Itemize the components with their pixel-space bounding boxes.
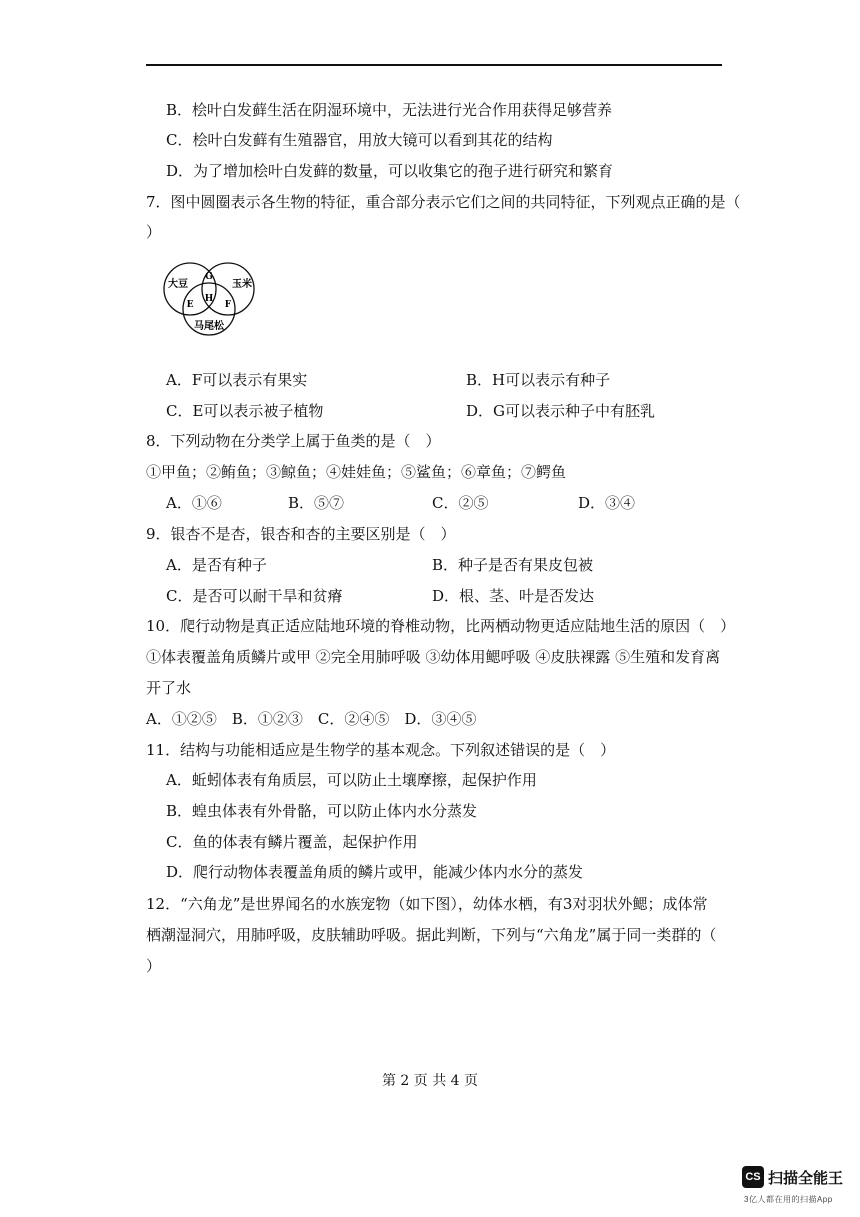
header-rule	[146, 64, 722, 66]
venn-label-e: E	[186, 300, 194, 310]
venn-label-f: F	[224, 300, 232, 310]
q7-option-c: C．E可以表示被子植物	[166, 402, 324, 420]
q12-stem-1: 12．“六角龙”是世界闻名的水族宠物（如下图），幼体水栖，有3对羽状外鳃；成体常	[146, 895, 708, 913]
q8-stem: 8．下列动物在分类学上属于鱼类的是（ ）	[146, 432, 441, 450]
q10-stem: 10．爬行动物是真正适应陆地环境的脊椎动物，比两栖动物更适应陆地生活的原因（ ）	[146, 617, 736, 635]
q8-list: ①甲鱼；②鲔鱼；③鲸鱼；④娃娃鱼；⑤鲨鱼；⑥章鱼；⑦鳄鱼	[146, 463, 567, 481]
page-footer: 第 2 页 共 4 页	[381, 1073, 479, 1089]
q7-stem-end: ）	[146, 223, 162, 241]
q10-list: ①体表覆盖角质鳞片或甲 ②完全用肺呼吸 ③幼体用鳃呼吸 ④皮肤裸露 ⑤生殖和发育离	[146, 648, 721, 666]
q10-list-cont: 开了水	[146, 679, 192, 697]
scanner-watermark	[742, 1166, 843, 1188]
venn-label-h: H	[204, 294, 214, 304]
q7-option-d: D．G可以表示种子中有胚乳	[466, 402, 656, 420]
q7-option-b: B．H可以表示有种子	[466, 371, 611, 389]
q6-option-c: C．桧叶白发藓有生殖器官，用放大镜可以看到其花的结构	[166, 131, 553, 149]
q8-option-a: A．①⑥	[166, 494, 222, 512]
q7-option-a: A．F可以表示有果实	[166, 371, 308, 389]
q11-option-a: A．蚯蚓体表有角质层，可以防止土壤摩擦，起保护作用	[166, 771, 537, 789]
camscanner-logo-icon: CS	[742, 1166, 764, 1188]
q9-stem: 9．银杏不是杏，银杏和杏的主要区别是（ ）	[146, 525, 456, 543]
venn-diagram	[158, 259, 260, 341]
q6-option-b: B．桧叶白发藓生活在阴湿环境中，无法进行光合作用获得足够营养	[166, 101, 613, 119]
q8-option-d: D．③④	[578, 494, 636, 512]
q9-option-b: B．种子是否有果皮包被	[432, 556, 594, 574]
q8-option-c: C．②⑤	[432, 494, 489, 512]
venn-label-maweisong: 马尾松	[194, 321, 224, 332]
q7-stem: 7．图中圆圈表示各生物的特征，重合部分表示它们之间的共同特征，下列观点正确的是（	[146, 193, 741, 211]
q8-option-b: B．⑤⑦	[288, 494, 345, 512]
q9-option-a: A．是否有种子	[166, 556, 267, 574]
q10-options: A．①②⑤ B．①②③ C．②④⑤ D．③④⑤	[146, 710, 477, 728]
q6-option-d: D．为了增加桧叶白发藓的数量，可以收集它的孢子进行研究和繁育	[166, 162, 614, 180]
watermark-name: 扫描全能王	[768, 1169, 844, 1187]
watermark-subtitle: 3亿人都在用的扫描App	[744, 1195, 833, 1204]
q11-option-d: D．爬行动物体表覆盖角质的鳞片或甲，能减少体内水分的蒸发	[166, 863, 584, 881]
venn-label-yumi: 玉米	[232, 279, 252, 290]
venn-label-dadou: 大豆	[168, 279, 188, 290]
venn-label-g: G	[205, 272, 213, 282]
q9-option-d: D．根、茎、叶是否发达	[432, 587, 595, 605]
q11-stem: 11．结构与功能相适应是生物学的基本观念。下列叙述错误的是（ ）	[146, 741, 616, 759]
q9-option-c: C．是否可以耐干旱和贫瘠	[166, 587, 343, 605]
q11-option-c: C．鱼的体表有鳞片覆盖，起保护作用	[166, 833, 418, 851]
q12-stem-2: 栖潮湿洞穴，用肺呼吸，皮肤辅助呼吸。据此判断，下列与“六角龙”属于同一类群的（	[146, 926, 717, 944]
q11-option-b: B．蝗虫体表有外骨骼，可以防止体内水分蒸发	[166, 802, 478, 820]
q12-stem-3: ）	[146, 957, 162, 975]
